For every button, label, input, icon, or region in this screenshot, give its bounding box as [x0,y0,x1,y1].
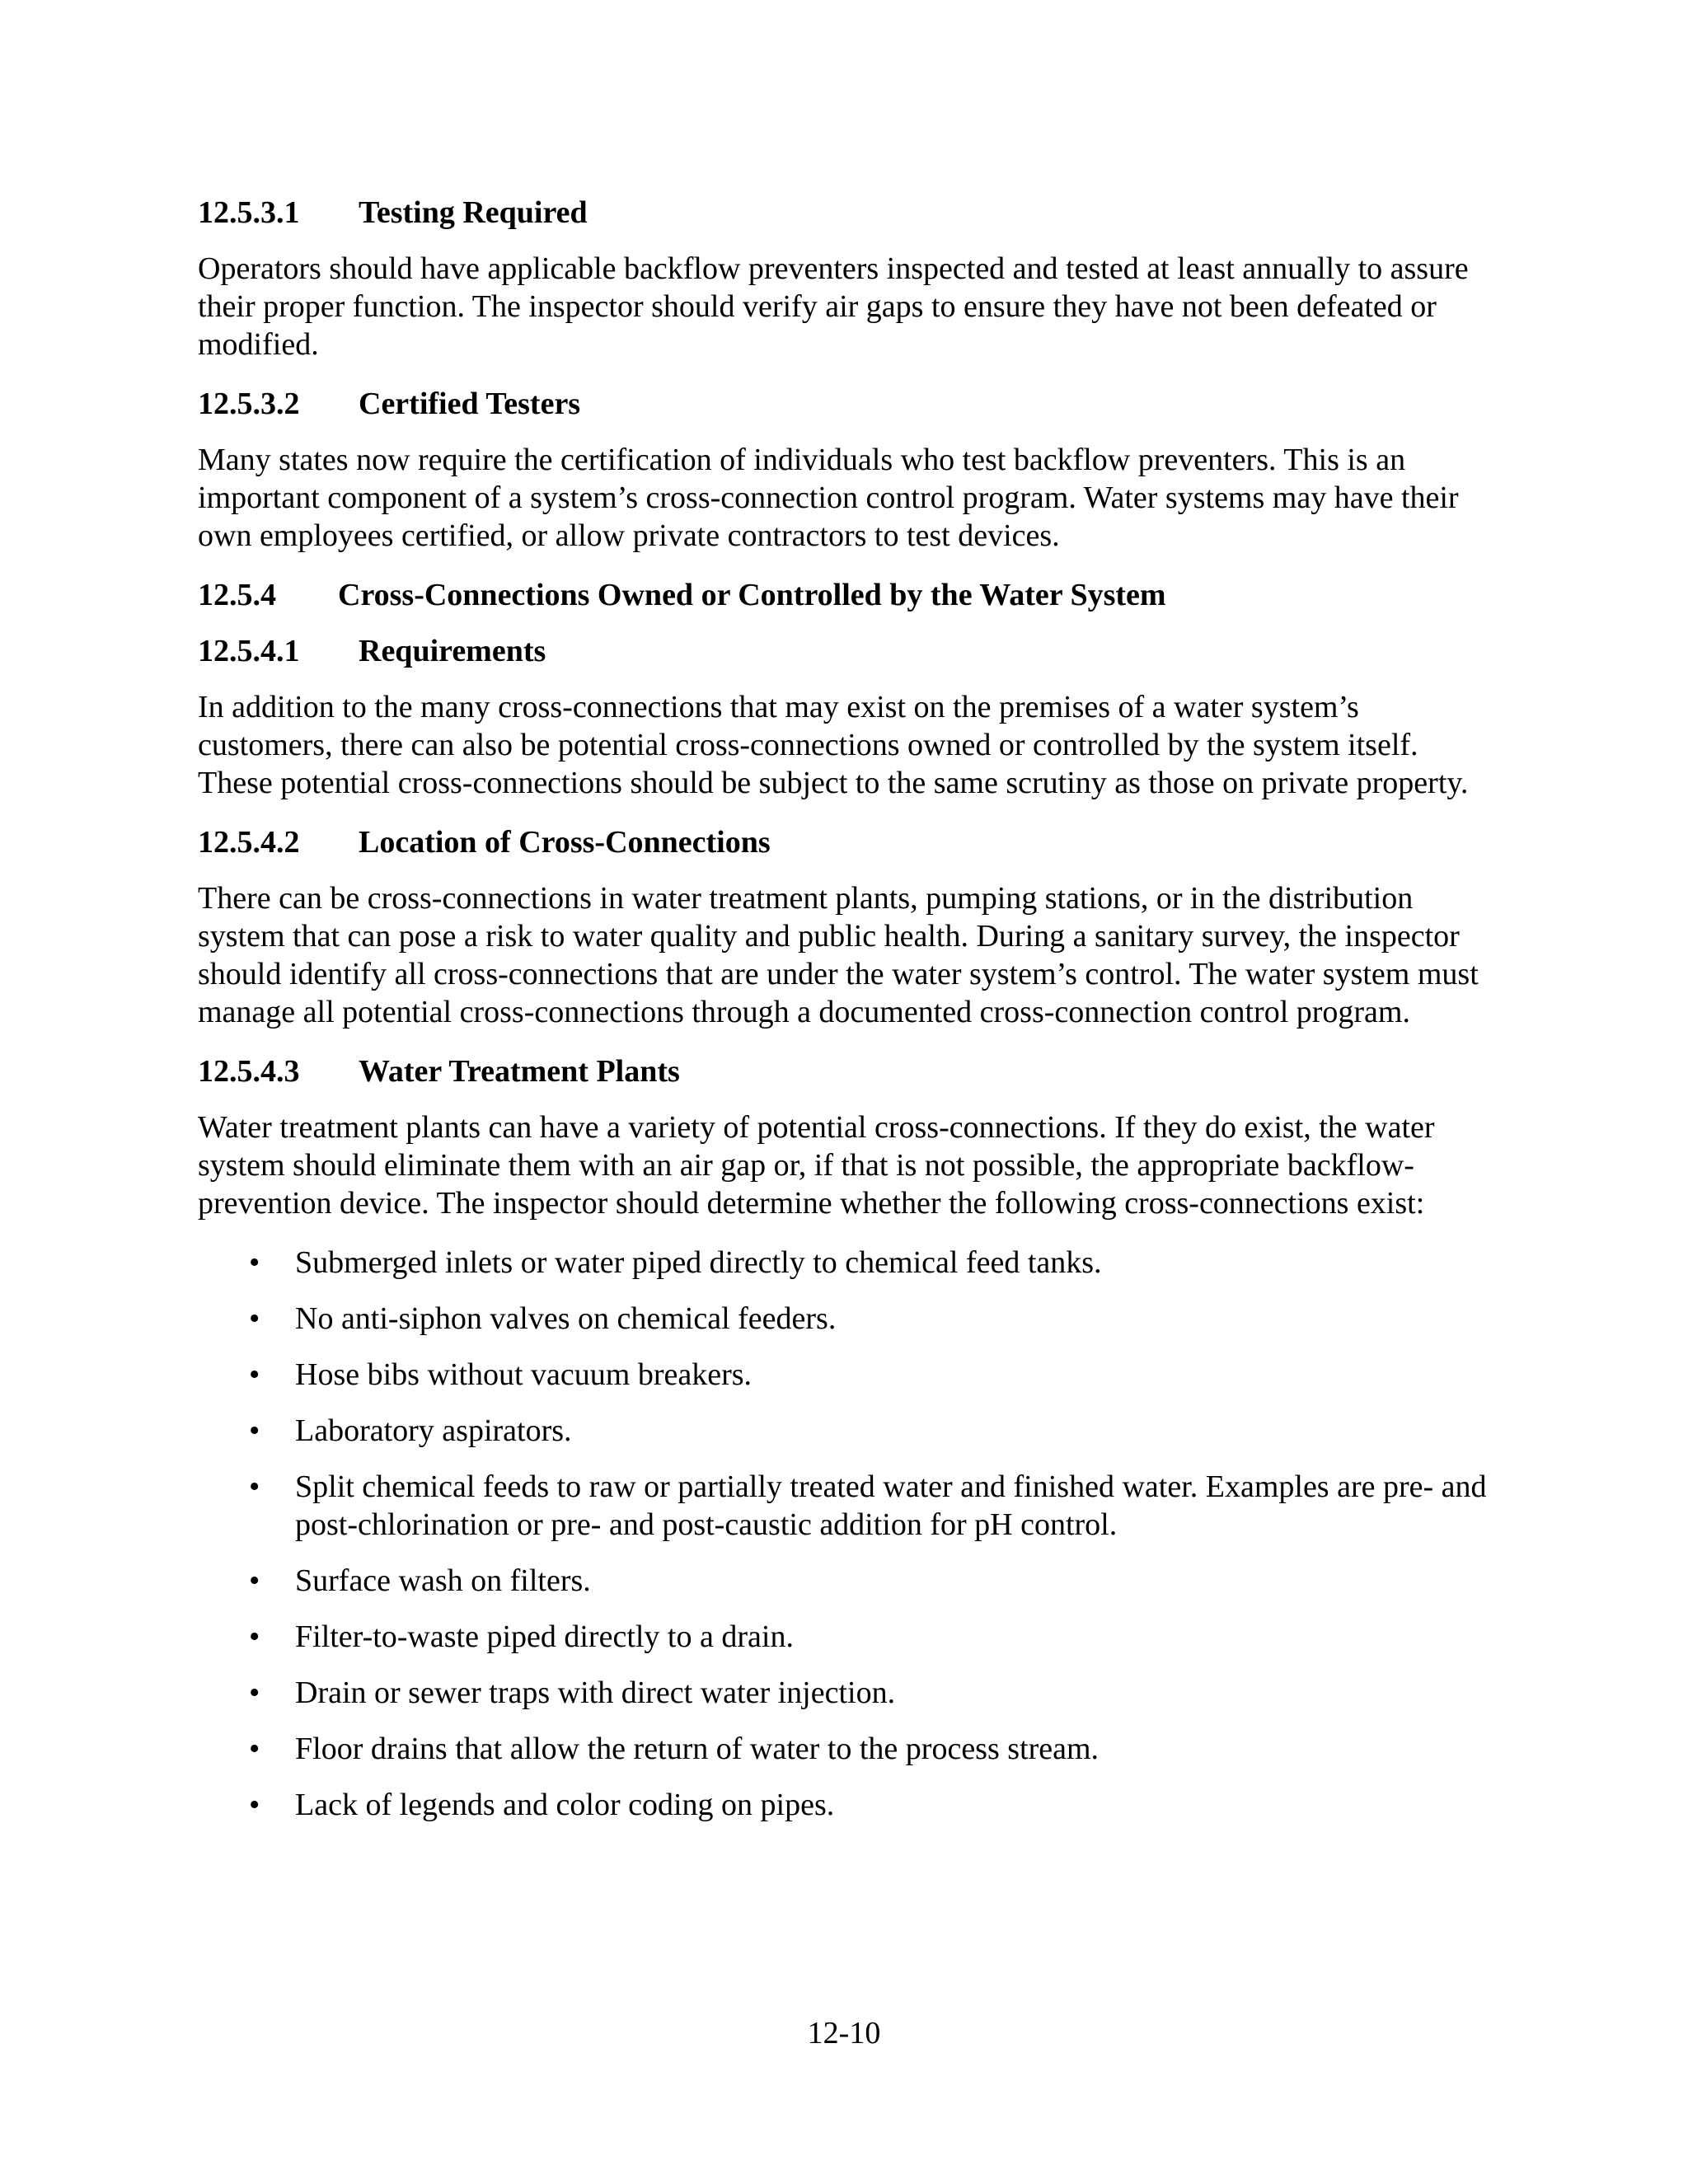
list-item [198,1730,1500,1768]
list-item [198,1356,1500,1394]
list-item-text: Surface wash on filters. [295,1563,591,1598]
bullet-icon: • [249,1563,260,1598]
list-item [198,1300,1500,1338]
list-item [198,1244,1500,1282]
bullet-icon: • [249,1245,260,1280]
page-number: 12-10 [807,2016,881,2050]
section-heading [198,576,1500,614]
list-item [198,1618,1500,1656]
list-item-text: Drain or sewer traps with direct water injection. [295,1675,896,1710]
section-heading [198,632,1500,670]
section-title: Location of Cross-Connections [359,825,771,860]
list-item [198,1562,1500,1600]
bullet-icon: • [249,1301,260,1336]
bullet-icon: • [249,1413,260,1448]
bullet-icon: • [249,1732,260,1766]
section-number: 12.5.4.1 [198,634,300,668]
list-item-text: No anti-siphon valves on chemical feeders. [295,1301,837,1336]
list-item-text: Floor drains that allow the return of water to the process stream. [295,1732,1100,1766]
section-title: Testing Required [359,195,588,230]
paragraph: In addition to the many cross-connections that may exist on the premises of a water system’s customers, there can also be potential cross-connections owned or controlled by the system itself. These potential cross-connections should be subject to the same scrutiny as those on private property. [198,690,1469,800]
section-number: 12.5.4.3 [198,1054,300,1089]
bullet-icon: • [249,1469,260,1504]
list-item-text: Split chemical feeds to raw or partially treated water and finished water. Examples are pre- and post-chlorination or pre- and post-caustic addition for pH control. [295,1469,1487,1542]
section-number: 12.5.3.2 [198,387,300,421]
paragraph: Operators should have applicable backflow preventers inspected and tested at least annually to assure their proper function. The inspector should verify air gaps to ensure they have not been defeated or modified. [198,251,1469,362]
section-title: Requirements [359,634,546,668]
list-item [198,1786,1500,1824]
paragraph: Many states now require the certification of individuals who test backflow preventers. This is an important component of a system’s cross-connection control program. Water systems may have their own employees certified, or allow private contractors to test devices. [198,443,1459,553]
section-number: 12.5.3.1 [198,195,300,230]
section-title: Cross-Connections Owned or Controlled by the Water System [338,578,1166,612]
bullet-list [198,1244,1500,1824]
section-title: Water Treatment Plants [359,1054,680,1089]
list-item-text: Filter-to-waste piped directly to a drain. [295,1619,794,1654]
paragraph: There can be cross-connections in water treatment plants, pumping stations, or in the distribution system that can pose a risk to water quality and public health. During a sanitary survey, the inspector should identify all cross-connections that are under the water system’s control. The water system must manage all potential cross-connections through a documented cross-connection control program. [198,881,1479,1029]
document-page [198,194,1500,1842]
list-item-text: Laboratory aspirators. [295,1413,572,1448]
document-body [198,194,1500,1222]
list-item-text: Lack of legends and color coding on pipes. [295,1788,835,1822]
paragraph: Water treatment plants can have a variety of potential cross-connections. If they do exist, the water system should eliminate them with an air gap or, if that is not possible, the appropriate backflow-prevention device. The inspector should determine whether the following cross-connections exist: [198,1110,1435,1221]
list-item [198,1674,1500,1712]
section-heading [198,1052,1500,1090]
list-item [198,1468,1500,1544]
list-item [198,1412,1500,1450]
list-item-text: Hose bibs without vacuum breakers. [295,1357,753,1392]
section-heading [198,194,1500,232]
section-number: 12.5.4 [198,578,276,612]
bullet-icon: • [249,1619,260,1654]
section-number: 12.5.4.2 [198,825,300,860]
section-heading [198,385,1500,423]
list-item-text: Submerged inlets or water piped directly to chemical feed tanks. [295,1245,1102,1280]
bullet-icon: • [249,1675,260,1710]
section-heading [198,823,1500,861]
bullet-icon: • [249,1357,260,1392]
section-title: Certified Testers [359,387,581,421]
bullet-icon: • [249,1788,260,1822]
